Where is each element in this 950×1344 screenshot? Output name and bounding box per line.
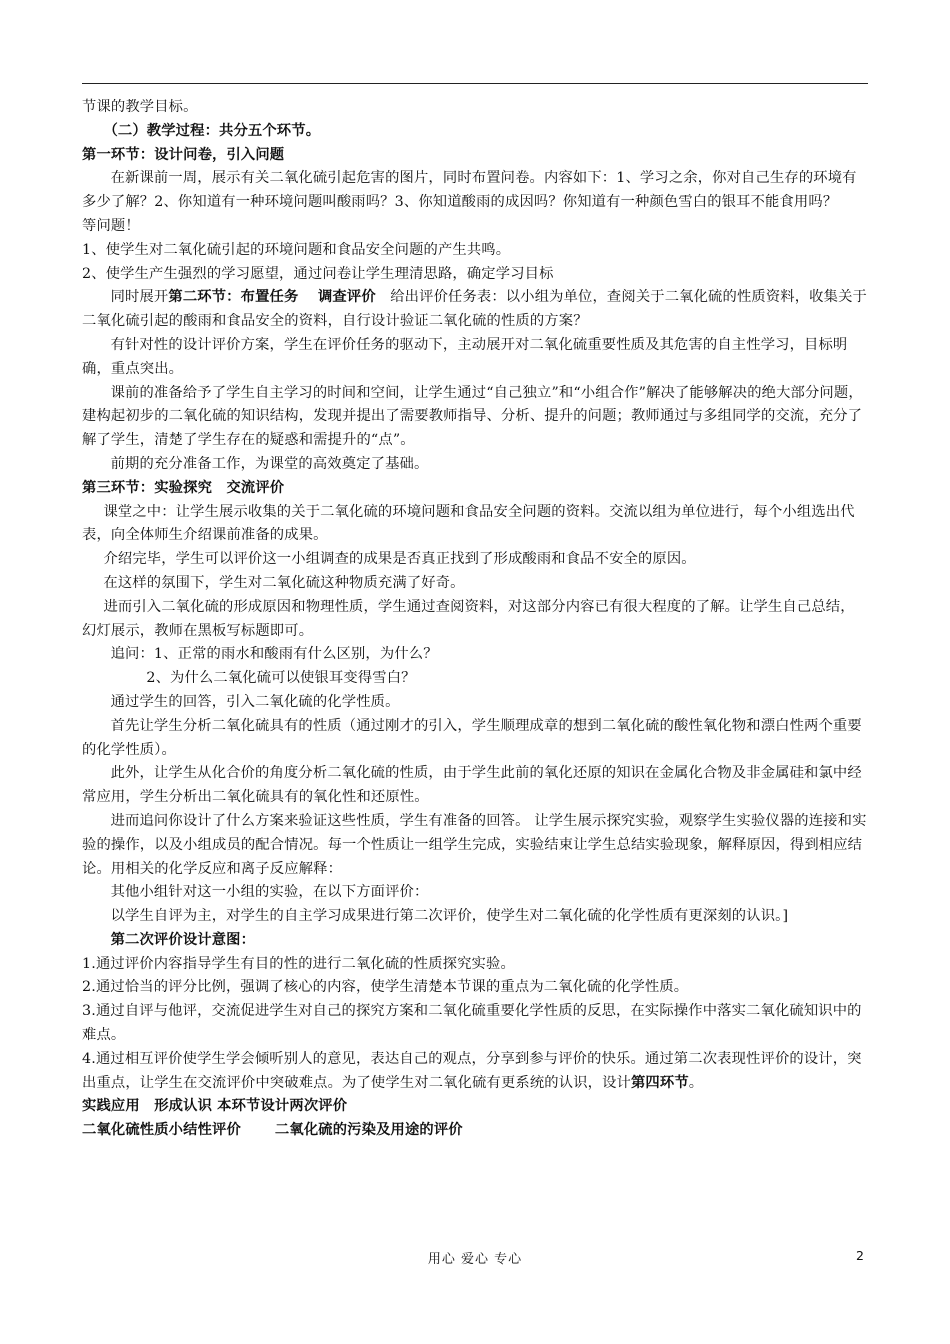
text-run: 给出评价任务表：以小组为单位，查阅关于二氧化硫的性质资料，收集关于二氧化硫引起的酸雨和食品安全的资料，自行设计验证二氧化硫的性质的方案？ xyxy=(82,289,867,330)
list-item: 1.通过评价内容指导学生有目的性的进行二氧化硫的性质探究实验。 xyxy=(82,955,515,972)
paragraph: 有针对性的设计评价方案，学生在评价任务的驱动下，主动展开对二氧化硫重要性质及其危害的自主性学习，目标明确，重点突出。 xyxy=(82,336,848,377)
section-heading: 第三环节：实验探究 交流评价 xyxy=(82,479,285,496)
paragraph: 前期的充分准备工作，为课堂的高效奠定了基础。 xyxy=(110,455,429,472)
paragraph: 进而追问你设计了什么方案来验证这些性质，学生有准备的回答。 让学生展示探究实验，观察学生实验仪器的连接和实验的操作，以及小组成员的配合情况。每一个性质让一组学生完成，实验结束让学生总结实验现象，解释原因，得到相应结论。用相关的化学反应和离子反应解释： xyxy=(82,812,867,877)
footer-motto: 用心 爱心 专心 xyxy=(427,1252,523,1267)
paragraph: 课前的准备给予了学生自主学习的时间和空间，让学生通过“自己独立”和“小组合作”解决了能够解决的绝大部分问题，建构起初步的二氧化硫的知识结构，发现并提出了需要教师指导、分析、提升的问题；教师通过与多组同学的交流，充分了解了学生，清楚了学生存在的疑惑和需提升的“点”。 xyxy=(82,384,863,449)
paragraph: 通过学生的回答，引入二氧化硫的化学性质。 xyxy=(110,693,400,710)
list-item: 3.通过自评与他评，交流促进学生对自己的探究方案和二氧化硫重要化学性质的反思，在实际操作中落实二氧化硫知识中的难点。 xyxy=(82,1003,862,1044)
section-heading: 第二次评价设计意图： xyxy=(110,931,256,948)
paragraph: 其他小组针对这一小组的实验，在以下方面评价： xyxy=(110,884,429,901)
paragraph: 在这样的氛围下，学生对二氧化硫这种物质充满了好奇。 xyxy=(103,574,465,591)
question-item: 追问：1、正常的雨水和酸雨有什么区别，为什么？ xyxy=(110,646,438,663)
section-heading-inline: 第二环节：布置任务 调查评价 xyxy=(168,289,376,306)
document-body xyxy=(82,96,868,1143)
section-heading: 第一环节：设计问卷，引入问题 xyxy=(82,146,285,163)
header-rule xyxy=(82,83,868,84)
question-item: 2、为什么二氧化硫可以使银耳变得雪白？ xyxy=(146,670,416,687)
text-run: 4.通过相互评价使学生学会倾听别人的意见，表达自己的观点，分享到参与评价的快乐。通过第二次表现性评价的设计，突出重点，让学生在交流评价中突破难点。为了使学生对二氧化硫有更系统的认识，设计 xyxy=(82,1050,862,1091)
paragraph: 以学生自评为主，对学生的自主学习成果进行第二次评价，使学生对二氧化硫的化学性质有更深刻的认识。] xyxy=(110,908,789,925)
paragraph: 介绍完毕，学生可以评价这一小组调查的成果是否真正找到了形成酸雨和食品不安全的原因。 xyxy=(103,551,696,568)
section-heading: 二氧化硫性质小结性评价 二氧化硫的污染及用途的评价 xyxy=(82,1122,463,1139)
paragraph: 首先让学生分析二氧化硫具有的性质（通过刚才的引入，学生顺理成章的想到二氧化硫的酸性氧化物和漂白性两个重要的化学性质）。 xyxy=(82,717,862,758)
paragraph: 等问题！ xyxy=(82,217,140,234)
text-run: 。 xyxy=(688,1074,704,1091)
list-item: 1、使学生对二氧化硫引起的环境问题和食品安全问题的产生共鸣。 xyxy=(82,241,511,258)
section-heading: （二）教学过程：共分五个环节。 xyxy=(103,122,321,139)
list-item: 2、使学生产生强烈的学习愿望，通过问卷让学生理清思路，确定学习目标 xyxy=(82,265,554,282)
paragraph: 在新课前一周，展示有关二氧化硫引起危害的图片，同时布置问卷。内容如下：1、学习之余，你对自己生存的环境有多少了解？2、你知道有一种环境问题叫酸雨吗？3、你知道酸雨的成因吗？你知道有一种颜色雪白的银耳不能食用吗？ xyxy=(82,170,857,211)
list-item xyxy=(82,1048,868,1096)
paragraph: 进而引入二氧化硫的形成原因和物理性质，学生通过查阅资料，对这部分内容已有很大程度的了解。让学生自己总结，幻灯展示，教师在黑板写标题即可。 xyxy=(82,598,855,639)
section-heading: 实践应用 形成认识 本环节设计两次评价 xyxy=(82,1098,348,1115)
paragraph xyxy=(82,286,868,334)
section-heading-inline: 第四环节 xyxy=(630,1074,689,1091)
paragraph: 此外，让学生从化合价的角度分析二氧化硫的性质，由于学生此前的氧化还原的知识在金属化合物及非金属硅和氯中经常应用，学生分析出二氧化硫具有的氧化性和还原性。 xyxy=(82,765,862,806)
paragraph: 课堂之中：让学生展示收集的关于二氧化硫的环境问题和食品安全问题的资料。交流以组为单位进行，每个小组选出代表，向全体师生介绍课前准备的成果。 xyxy=(82,503,855,544)
paragraph: 节课的教学目标。 xyxy=(82,99,198,115)
page-number: 2 xyxy=(856,1248,864,1263)
text-run: 同时展开 xyxy=(110,289,169,306)
list-item: 2.通过恰当的评分比例，强调了核心的内容，使学生清楚本节课的重点为二氧化硫的化学性质。 xyxy=(82,979,689,996)
